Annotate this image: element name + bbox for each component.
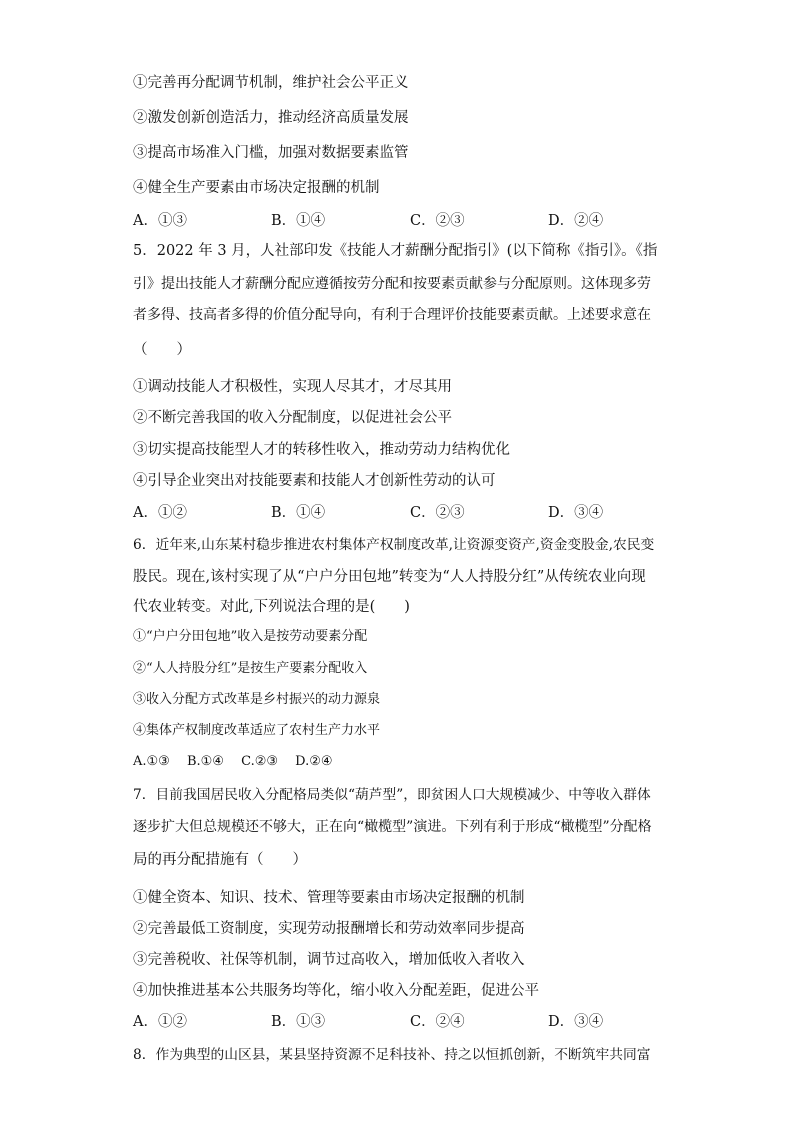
q5-stem-line-2: 引》提出技能人才薪酬分配应遵循按劳分配和按要素贡献参与分配原则。这体现多劳 (133, 276, 651, 292)
q6-item-1: ①“户户分田包地”收入是按劳动要素分配 (133, 629, 368, 644)
q7-item-1: ①健全资本、知识、技术、管理等要素由市场决定报酬的机制 (133, 890, 525, 906)
q5-item-1: ①调动技能人才积极性，实现人尽其才，才尽其用 (133, 379, 452, 395)
q4-option-d: D．②④ (548, 213, 604, 229)
q6-options: A.①③ B.①④ C.②③ D.②④ (133, 754, 333, 769)
q4-item-4: ④健全生产要素由市场决定报酬的机制 (133, 180, 380, 196)
q4-option-c: C．②③ (410, 213, 465, 229)
q7-option-c: C．②④ (410, 1014, 465, 1030)
q5-answer-blank: （ ） (133, 342, 191, 358)
q5-stem-line-1: 5．2022 年 3 月，人社部印发《技能人才薪酬分配指引》(以下简称《指引》。《指 (133, 243, 658, 259)
q7-item-4: ④加快推进基本公共服务均等化，缩小收入分配差距，促进公平 (133, 983, 539, 999)
q6-stem-line-2: 股民。现在,该村实现了从“户户分田包地”转变为“人人持股分红”从传统农业向现 (133, 569, 646, 585)
q7-option-b: B．①③ (271, 1014, 326, 1030)
q7-option-d: D．③④ (548, 1014, 604, 1030)
q4-item-1: ①完善再分配调节机制，维护社会公平正义 (133, 75, 409, 91)
q5-item-2: ②不断完善我国的收入分配制度，以促进社会公平 (133, 410, 452, 426)
q4-item-2: ②激发创新创造活力，推动经济高质量发展 (133, 110, 409, 126)
q7-option-a: A．①② (133, 1014, 187, 1030)
q5-item-3: ③切实提高技能型人才的转移性收入，推动劳动力结构优化 (133, 442, 510, 458)
q6-item-2: ②“人人持股分红”是按生产要素分配收入 (133, 661, 368, 676)
q7-stem-line-1: 7．目前我国居民收入分配格局类似“葫芦型”，即贫困人口大规模减少、中等收入群体 (133, 787, 651, 803)
q5-option-c: C．②③ (410, 505, 465, 521)
q5-option-a: A．①② (133, 505, 187, 521)
q6-stem-line-3: 代农业转变。对此,下列说法合理的是( ) (133, 599, 410, 615)
q6-item-3: ③收入分配方式改革是乡村振兴的动力源泉 (133, 692, 381, 707)
q5-option-b: B．①④ (271, 505, 326, 521)
q4-item-3: ③提高市场准入门槛，加强对数据要素监管 (133, 145, 409, 161)
q6-item-4: ④集体产权制度改革适应了农村生产力水平 (133, 723, 381, 738)
q5-item-4: ④引导企业突出对技能要素和技能人才创新性劳动的认可 (133, 473, 496, 489)
q7-item-2: ②完善最低工资制度，实现劳动报酬增长和劳动效率同步提高 (133, 921, 525, 937)
q7-stem-line-2: 逐步扩大但总规模还不够大，正在向“橄榄型”演进。下列有利于形成“橄榄型”分配格 (133, 819, 652, 835)
q6-stem-line-1: 6．近年来,山东某村稳步推进农村集体产权制度改革,让资源变资产,资金变股金,农民变 (133, 537, 655, 553)
q7-stem-line-3: 局的再分配措施有（ ） (133, 852, 307, 868)
q5-stem-line-3: 者多得、技高者多得的价值分配导向，有利于合理评价技能要素贡献。上述要求意在 (133, 307, 651, 323)
q5-option-d: D．③④ (548, 505, 604, 521)
q4-option-a: A．①③ (133, 213, 187, 229)
q8-stem-line-1: 8．作为典型的山区县，某县坚持资源不足科技补、持之以恒抓创新，不断筑牢共同富 (133, 1047, 651, 1063)
q4-option-b: B．①④ (271, 213, 326, 229)
q7-item-3: ③完善税收、社保等机制，调节过高收入，增加低收入者收入 (133, 952, 525, 968)
